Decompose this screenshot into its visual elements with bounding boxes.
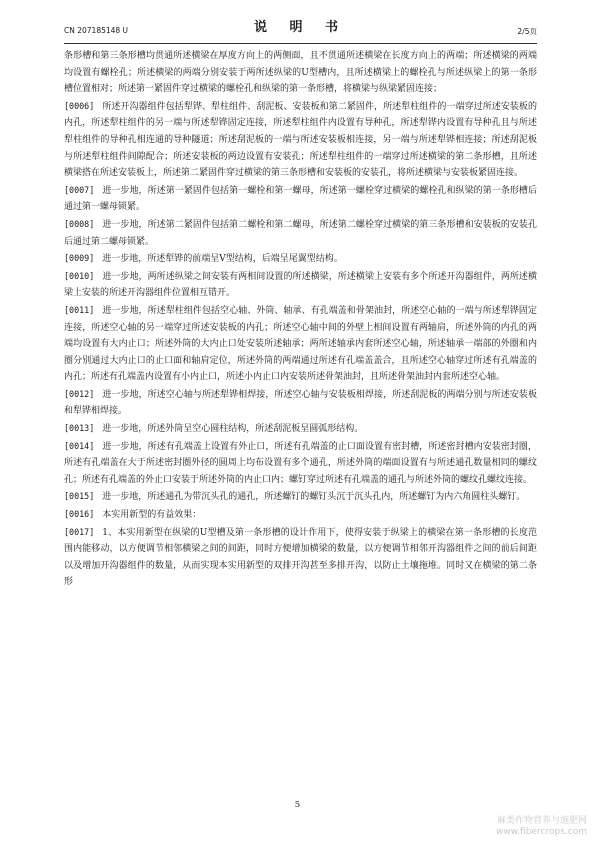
paragraph [64, 420, 537, 438]
paragraph-number: [0014] [64, 440, 95, 451]
paragraph-number: [0009] [64, 253, 95, 264]
paragraph [64, 386, 537, 420]
page-indicator: 2/5页 [517, 27, 537, 36]
paragraph [64, 488, 537, 506]
page-header [64, 10, 537, 38]
paragraph [64, 182, 537, 216]
watermark [496, 816, 587, 838]
paragraph-text: 进一步地，所述第二紧固件包括第二螺栓和第二螺母，所述第二螺栓穿过横梁的第三条形槽和安装板的安装孔后通过第二螺母锁紧。 [64, 219, 537, 247]
paragraph [64, 216, 537, 250]
paragraph [64, 250, 537, 268]
paragraph-text: 所述开沟器组件包括犁铧、犁柱组件、刮泥板、安装板和第二紧固件，所述犁柱组件的一端穿过所述安装板的内孔，所述犁柱组件的另一端与所述犁铧固定连接，所述犁柱组件内设置有导种孔，所述犁铧内设置有导种孔且与所述犁柱组件的导种孔相连通的导种隧道；所述刮泥板的一端与所述安装板相连接，另一端与所述犁铧相连接；所述刮泥板与所述犁柱组件间隙配合；所述安装板的两边设置有安装孔；所述犁柱组件的一端穿过所述横梁的第二条形槽，且所述横梁搭在所述安装板上，所述第二紧固件穿过横梁的第三条形槽和安装板的安装孔，将所述横梁与安装板紧固连接。 [64, 101, 537, 179]
paragraph-text: 进一步地，所述有孔端盖上设置有外止口，所述有孔端盖的止口面设置有密封槽，所述密封槽内安装密封圈，所述有孔端盖在大于所述密封圈外径的圆周上均布设置有多个通孔，所述外筒的端面设置有与所述通孔数量相同的螺纹孔；所述有孔端盖的外止口安装于所述外筒的内止口内；螺钉穿过所述有孔端盖的通孔与所述外筒的螺纹孔螺纹连接。 [64, 441, 537, 485]
paragraph [64, 438, 537, 489]
header-divider [64, 43, 537, 44]
document-body [64, 48, 537, 591]
paragraph-text: 1、本实用新型在纵梁的U型槽及第一条形槽的设计作用下，使得安装于纵梁上的横梁在第一条形槽的长度范围内能移动，以方便调节相邻横梁之间的间距，同时方便增加横梁的数量，以方便调节相邻开沟器组件之间的前后间距以及增加开沟器组件的数量，从而实现本实用新型的双排开沟甚至多排开沟，以防止土壤拖堆。同时又在横梁的第二条形 [64, 527, 537, 588]
paragraph-text: 进一步地，所述犁柱组件包括空心轴、外筒、轴承、有孔端盖和骨架油封，所述空心轴的一端与所述犁铧固定连接，所述空心轴的另一端穿过所述安装板的内孔；所述空心轴中间的外壁上相间设置有两轴肩，所述外筒的内孔的两端均设置有大内止口；所述外筒的大内止口处安装所述轴承；两所述轴承内套所述空心轴，所述轴承一端部的外圈和内圈分别通过大内止口的止口面和轴肩定位，所述外筒的两端通过所述有孔端盖盖合，且所述空心轴穿过所述有孔端盖的内孔；所述有孔端盖内设置有小内止口，所述小内止口内安装所述骨架油封，且所述骨架油封内套所述空心轴。 [64, 305, 537, 383]
paragraph-number: [0012] [64, 388, 95, 399]
document-title: 说 明 书 [253, 20, 348, 35]
paragraph-text: 本实用新型的有益效果： [102, 510, 202, 521]
paragraph-number: [0016] [64, 509, 95, 520]
paragraph-number: [0017] [64, 526, 95, 537]
paragraph-number: [0010] [64, 270, 95, 281]
paragraph-text: 进一步地，所述犁铧的前端呈V型结构，后端呈尾翼型结构。 [102, 254, 343, 265]
paragraph-text: 进一步地，所述外筒呈空心圆柱结构，所述刮泥板呈圆弧形结构。 [102, 424, 364, 435]
paragraph-number: [0011] [64, 304, 95, 315]
paragraph [64, 98, 537, 182]
paragraph-text: 进一步地，所述空心轴与所述犁铧相焊接，所述空心轴与安装板相焊接，所述刮泥板的两端分别与所述安装板和犁铧相焊接。 [64, 389, 537, 417]
paragraph-number: [0013] [64, 423, 95, 434]
paragraph-number: [0006] [64, 100, 95, 111]
watermark-url: www.fibercrops.com [496, 827, 587, 837]
paragraph [64, 524, 537, 591]
paragraph-text: 条形槽和第三条形槽均贯通所述横梁在厚度方向上的两侧面，且不贯通所述横梁在长度方向上的两端；所述横梁的两端均设置有螺栓孔；所述横梁的两端分别安装于两所述纵梁的U型槽内，且所述横梁上的螺栓孔与所述纵梁上的第一条形槽位置相对；所述第一紧固件穿过横梁的螺栓孔和纵梁的第一条形槽，将横梁与纵梁紧固连接； [64, 51, 537, 95]
paragraph [64, 48, 537, 98]
patent-number: CN 207185148 U [64, 26, 129, 35]
paragraph-text: 进一步地，所述第一紧固件包括第一螺栓和第一螺母，所述第一螺栓穿过横梁的螺栓孔和纵梁的第一条形槽后通过第一螺母锁紧。 [64, 185, 537, 213]
paragraph-number: [0015] [64, 491, 95, 502]
paragraph-text: 进一步地，所述通孔为带沉头孔的通孔，所述螺钉的螺钉头沉于沉头孔内，所述螺钉为内六角圆柱头螺钉。 [102, 492, 526, 503]
paragraph [64, 506, 537, 524]
paragraph [64, 268, 537, 302]
page-number: 5 [294, 800, 301, 810]
paragraph [64, 302, 537, 386]
paragraph-text: 进一步地，两所述纵梁之间安装有两相间设置的所述横梁，所述横梁上安装有多个所述开沟器组件，两所述横梁上安装的所述开沟器组件位置相互错开。 [64, 271, 537, 299]
watermark-site-name: 麻类作物营养与施肥网 [496, 816, 587, 826]
paragraph-number: [0007] [64, 184, 95, 195]
paragraph-number: [0008] [64, 218, 95, 229]
